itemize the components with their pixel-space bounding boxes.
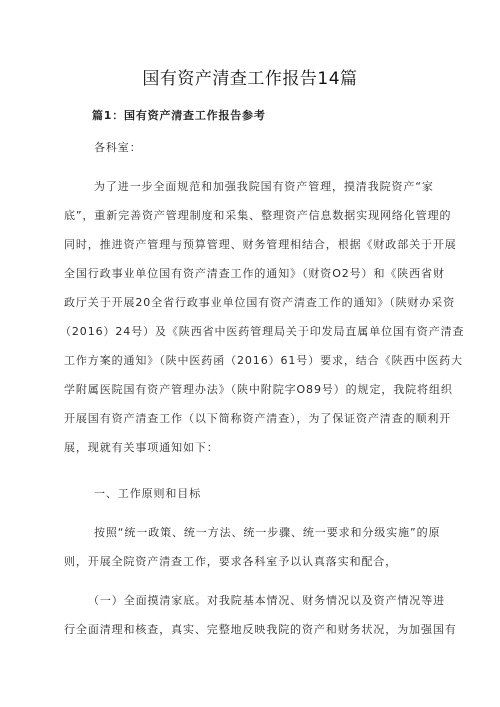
paragraph-line: 工作方案的通知》（陕中医药函（2016）61号）要求，结合《陕西中医药大 [64, 354, 463, 367]
paragraph-line: 则，开展全院资产清查工作，要求各科室予以认真落实和配合， [64, 555, 398, 568]
paragraph-line: 展，现就有关事项通知如下： [64, 441, 219, 454]
paragraph-line: 同时，推进资产管理与预算管理、财务管理相结合，根据《财政部关于开展 [64, 238, 457, 251]
paragraph-line: 学附属医院国有资产管理办法》（陕中附院字O89号）的规定，我院将组织 [64, 383, 453, 396]
paragraph-line: 为了进一步全面规范和加强我院国有资产管理，摸清我院资产“家 [94, 180, 434, 193]
heading-work-principles: 一、工作原则和目标 [94, 487, 202, 500]
paragraph-line: 底”，重新完善资产管理制度和采集、整理资产信息数据实现网络化管理的 [64, 209, 452, 222]
paragraph-line: 行全面清理和核查，真实、完整地反映我院的资产和财务状况，为加强国有 [64, 623, 457, 636]
document-title: 国有资产清查工作报告14篇 [142, 69, 358, 89]
salutation: 各科室： [94, 141, 142, 154]
section-heading: 篇1：国有资产清查工作报告参考 [92, 109, 266, 122]
paragraph-line: 政厅关于开展20全省行政事业单位国有资产清查工作的通知》（陕财办采资 [64, 296, 456, 309]
paragraph-line: 按照“统一政策、统一方法、统一步骤、统一要求和分级实施”的原 [94, 526, 441, 539]
paragraph-line: 开展国有资产清查工作（以下简称资产清查），为了保证资产清查的顺利开 [64, 412, 452, 425]
paragraph-line: 全国行政事业单位国有资产清查工作的通知》（财资O2号）和《陕西省财 [64, 267, 445, 280]
paragraph-line: （2016）24号）及《陕西省中医药管理局关于印发局直属单位国有资产清查 [60, 325, 465, 338]
paragraph-line: （一）全面摸清家底。对我院基本情况、财务情况以及资产情况等进 [88, 594, 445, 607]
